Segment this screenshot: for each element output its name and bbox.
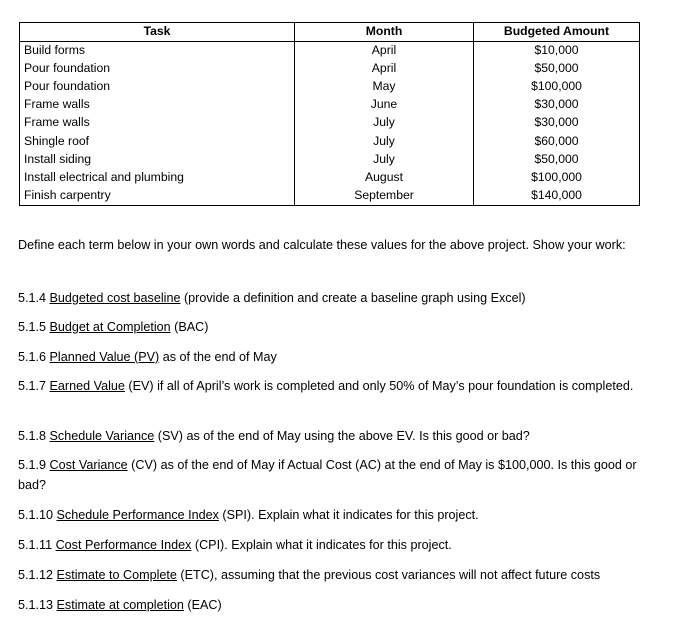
question-number: 5.1.7 [18,379,50,393]
amount-cell: $50,000 [474,60,640,78]
instructions-paragraph: Define each term below in your own words and calculate these values for the above project. Show your work: [18,238,626,252]
question-term: Cost Variance [49,458,128,472]
table-row [20,151,640,169]
table-row [20,96,640,114]
question-5-1-7 [18,376,648,396]
amount-cell: $50,000 [474,151,640,169]
question-number: 5.1.9 [18,458,50,472]
task-cell: Build forms [20,42,295,61]
question-text: as of the end of May [159,350,277,364]
question-number: 5.1.12 [18,568,57,582]
amount-cell: $30,000 [474,96,640,114]
month-cell: September [295,187,474,206]
question-term: Estimate at completion [56,598,184,612]
question-term: Earned Value [49,379,125,393]
question-5-1-13 [18,595,648,615]
table-header-row [20,23,640,42]
question-number: 5.1.10 [18,508,57,522]
table-row [20,169,640,187]
question-5-1-9 [18,455,648,495]
month-cell: July [295,133,474,151]
header-task: Task [20,23,295,42]
question-number: 5.1.6 [18,350,50,364]
question-5-1-12 [18,565,648,585]
question-term: Planned Value (PV) [49,350,160,364]
question-5-1-6 [18,347,648,367]
task-cell: Finish carpentry [20,187,295,206]
task-cell: Pour foundation [20,78,295,96]
month-cell: August [295,169,474,187]
table-row [20,78,640,96]
amount-cell: $30,000 [474,114,640,132]
question-5-1-8 [18,426,648,446]
amount-cell: $60,000 [474,133,640,151]
question-term: Budget at Completion [49,320,171,334]
month-cell: April [295,60,474,78]
question-5-1-10 [18,505,648,525]
question-text: (EAC) [183,598,222,612]
table-row [20,60,640,78]
table-row [20,42,640,61]
amount-cell: $100,000 [474,78,640,96]
question-term: Budgeted cost baseline [49,291,181,305]
question-text: (provide a definition and create a baseline graph using Excel) [180,291,526,305]
question-text: (BAC) [170,320,209,334]
question-term: Schedule Performance Index [56,508,219,522]
header-amount: Budgeted Amount [474,23,640,42]
amount-cell: $140,000 [474,187,640,206]
task-cell: Install siding [20,151,295,169]
question-number: 5.1.11 [18,538,56,552]
question-text: (CPI). Explain what it indicates for this project. [191,538,452,552]
table-row [20,133,640,151]
task-cell: Pour foundation [20,60,295,78]
question-text: (SPI). Explain what it indicates for this project. [218,508,479,522]
question-text: (SV) as of the end of May using the above EV. Is this good or bad? [154,429,530,443]
question-number: 5.1.5 [18,320,50,334]
question-5-1-5 [18,317,648,337]
month-cell: April [295,42,474,61]
month-cell: June [295,96,474,114]
question-term: Schedule Variance [49,429,155,443]
question-text: (CV) as of the end of May if Actual Cost (AC) at the end of May is $100,000. Is this good or bad? [18,458,637,492]
question-5-1-4 [18,288,648,308]
question-text: (ETC), assuming that the previous cost variances will not affect future costs [176,568,601,582]
task-cell: Shingle roof [20,133,295,151]
month-cell: May [295,78,474,96]
question-5-1-11 [18,535,648,555]
question-number: 5.1.8 [18,429,50,443]
header-month: Month [295,23,474,42]
budget-table [19,22,640,206]
task-cell: Install electrical and plumbing [20,169,295,187]
question-text: (EV) if all of April’s work is completed and only 50% of May’s pour foundation is completed. [124,379,634,393]
question-number: 5.1.13 [18,598,57,612]
month-cell: July [295,151,474,169]
month-cell: July [295,114,474,132]
question-term: Estimate to Complete [56,568,177,582]
amount-cell: $100,000 [474,169,640,187]
amount-cell: $10,000 [474,42,640,61]
question-term: Cost Performance Index [55,538,192,552]
table-row [20,114,640,132]
question-number: 5.1.4 [18,291,50,305]
task-cell: Frame walls [20,114,295,132]
task-cell: Frame walls [20,96,295,114]
table-row [20,187,640,206]
